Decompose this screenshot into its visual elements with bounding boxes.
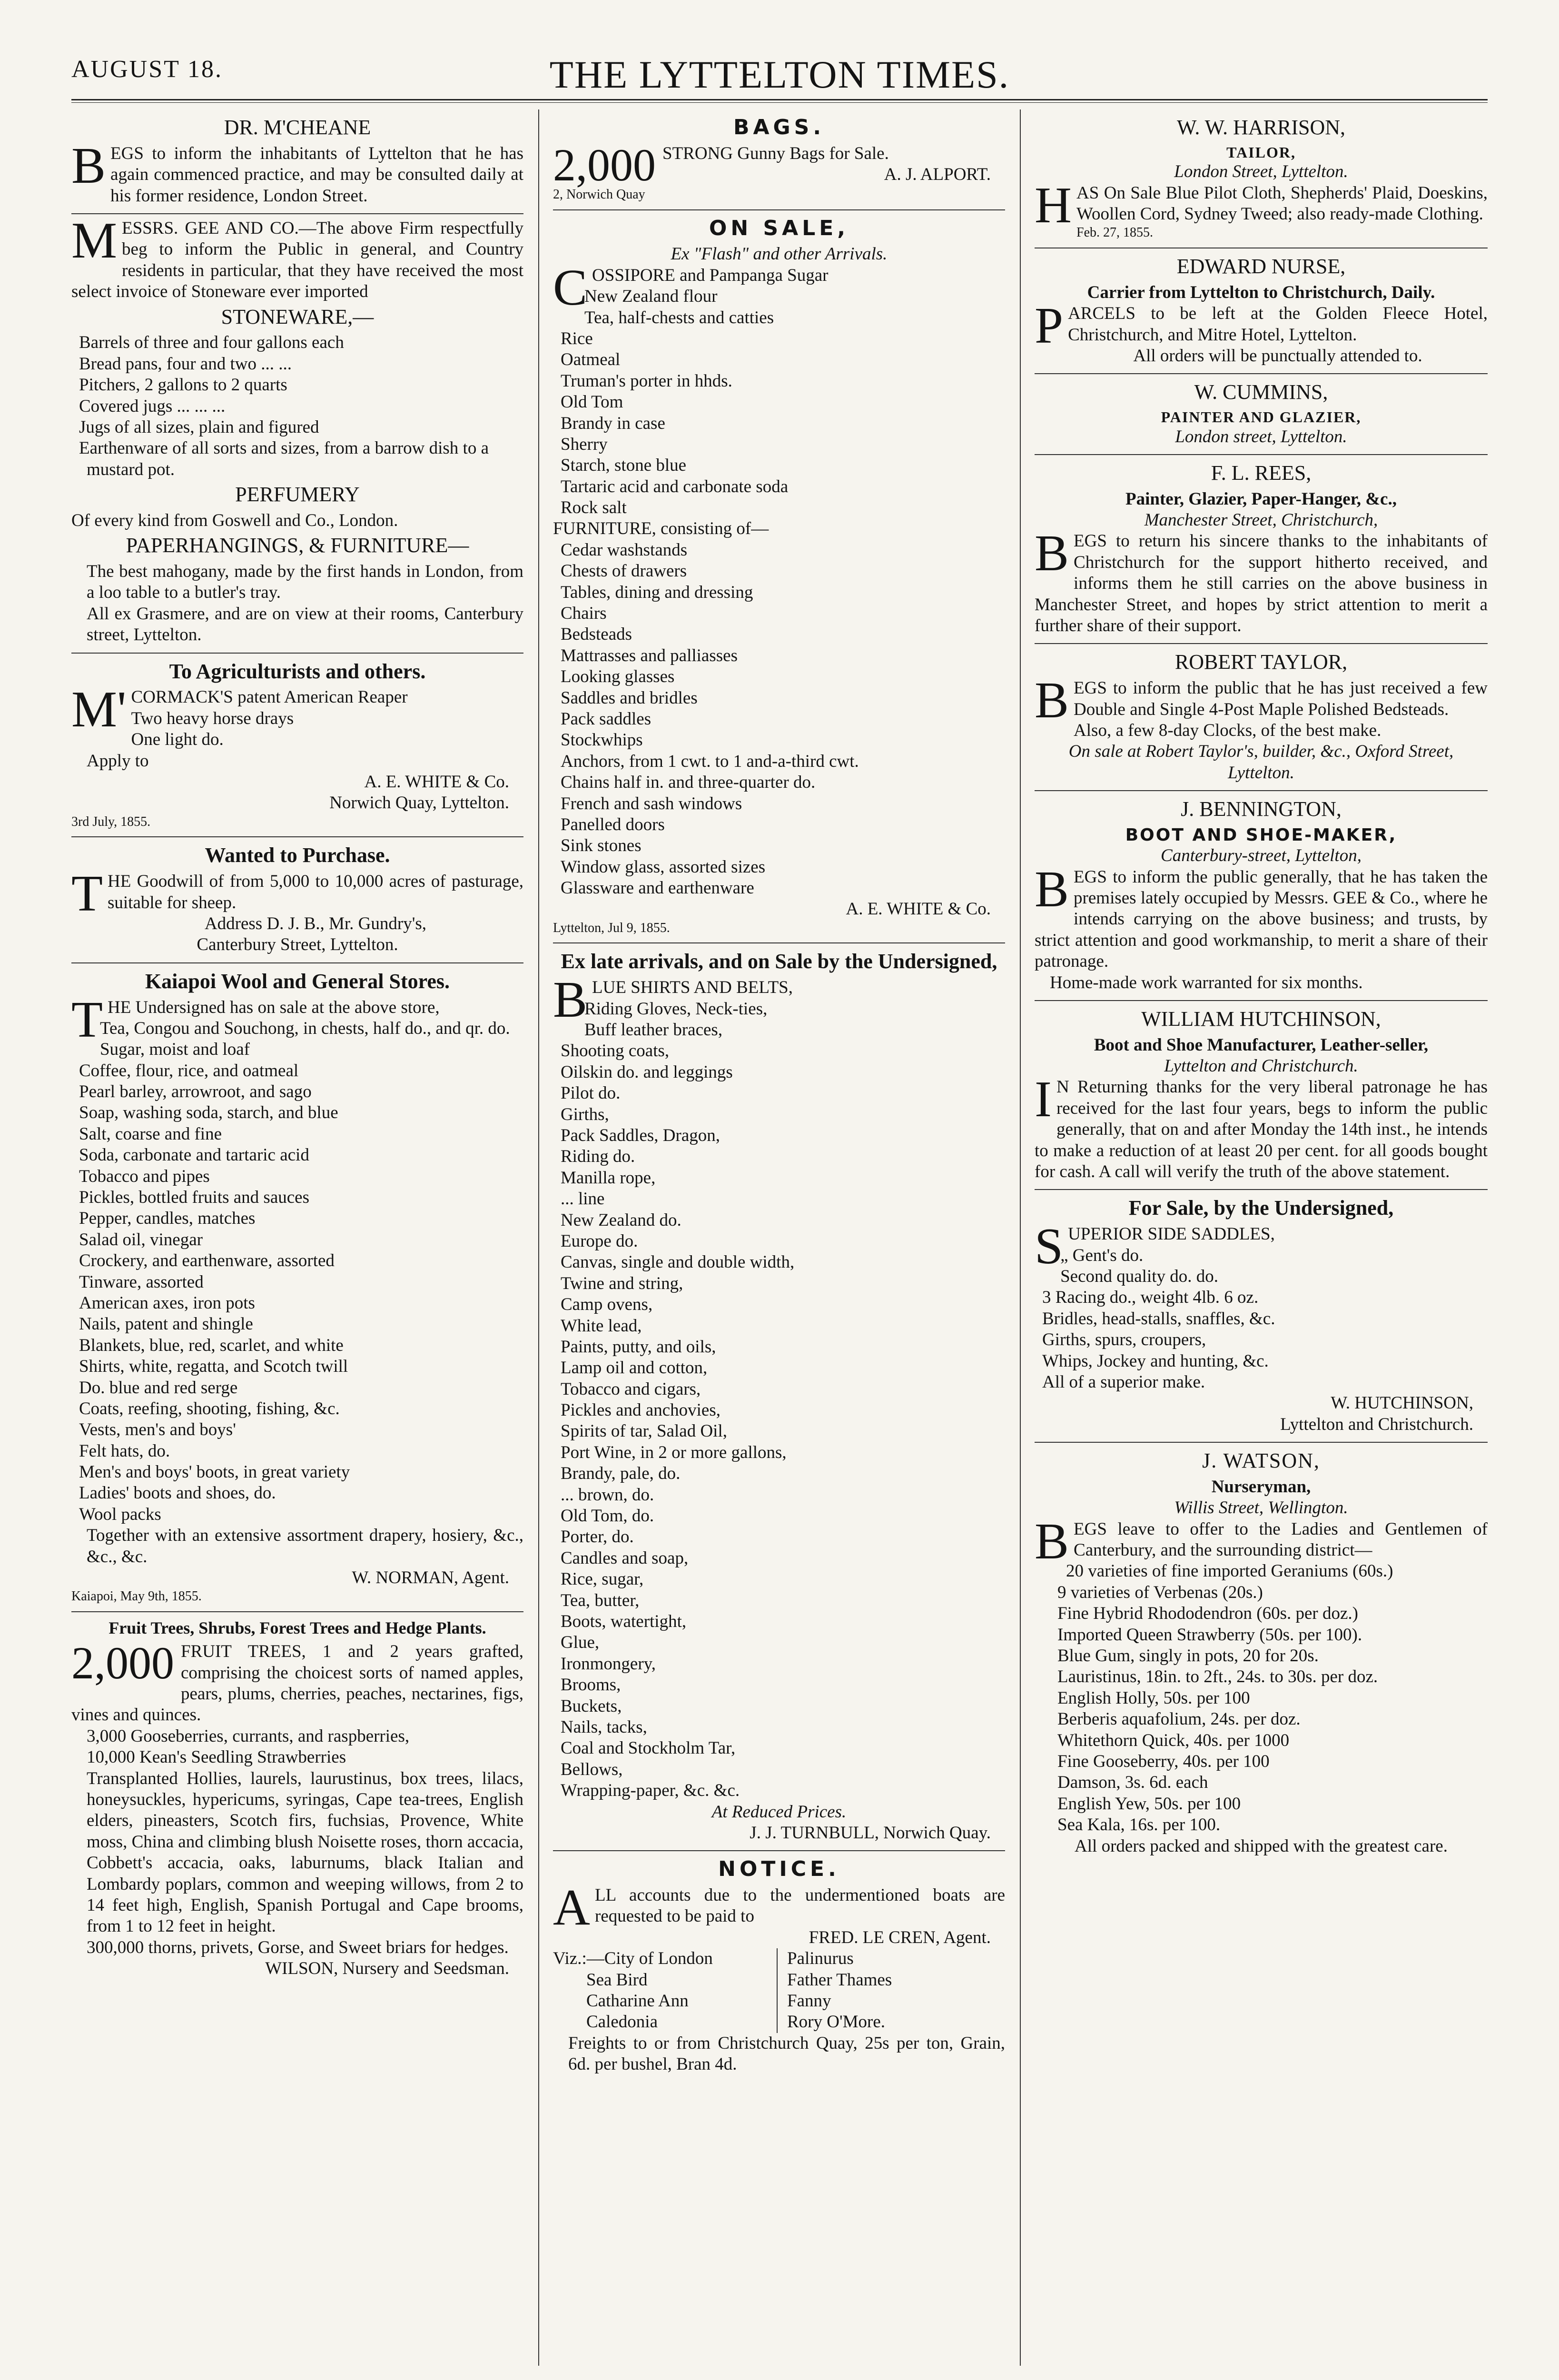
ad-hutchinson [1035, 1001, 1488, 1190]
list-item: Ironmongery, [561, 1654, 656, 1674]
ad-line: One light do. [131, 730, 224, 750]
ad-nurse [1035, 248, 1488, 374]
list-item: Bread pans, four and two ... ... [79, 354, 292, 374]
ad-notice [553, 1851, 1005, 2082]
list-item: Tinware, assorted [79, 1272, 204, 1292]
list-item: Jugs of all sizes, plain and figured [79, 417, 319, 437]
ad-note: At Reduced Prices. [711, 1802, 847, 1822]
list-item: Fine Hybrid Rhododendron (60s. per doz.) [1057, 1604, 1358, 1624]
ad-heading: W. W. HARRISON, [1176, 116, 1346, 139]
list-item: Whips, Jockey and hunting, &c. [1042, 1351, 1269, 1371]
list-item: Bedsteads [561, 625, 632, 645]
newspaper-title: THE LYTTELTON TIMES. [549, 53, 1010, 96]
perfumery-heading: PERFUMERY [235, 483, 360, 506]
list-item: Glue, [561, 1633, 600, 1653]
ad-address: Norwich Quay, Lyttelton. [329, 793, 509, 813]
list-item: Chairs [561, 604, 607, 624]
list-item: English Yew, 50s. per 100 [1057, 1794, 1241, 1814]
ad-text: On sale at Robert Taylor's, builder, &c., Oxford Street, Lyttelton. [1068, 742, 1454, 783]
ad-intro: BLUE SHIRTS AND BELTS, [553, 972, 793, 1029]
list-item: Riding do. [561, 1147, 635, 1167]
boats-right [777, 1948, 892, 2033]
issue-date: AUGUST 18. [71, 56, 223, 83]
ad-address: Canterbury Street, Lyttelton. [197, 935, 398, 955]
list-item: Shirts, white, regatta, and Scotch twill [79, 1357, 348, 1377]
list-item: Paints, putty, and oils, [561, 1337, 716, 1357]
ad-saddles [1035, 1190, 1488, 1443]
list-item: Manilla rope, [561, 1168, 656, 1188]
ad-signature: J. J. TURNBULL, Norwich Quay. [750, 1823, 991, 1843]
ad-text: 10,000 Kean's Seedling Strawberries [87, 1747, 346, 1767]
list-item: Tea, half-chests and catties [584, 307, 774, 327]
ad-heading: To Agriculturists and others. [169, 659, 426, 683]
list-item: Sherry [561, 434, 608, 454]
ad-late-arrivals [553, 943, 1005, 1851]
list-item: Tables, dining and dressing [561, 582, 753, 602]
ad-body: ALL accounts due to the undermentioned boats are requested to be paid to [553, 1879, 1005, 1936]
list-item: Pilot do. [561, 1083, 621, 1103]
list-item: Palinurus [787, 1949, 854, 1969]
list-item: Vests, men's and boys' [79, 1420, 236, 1440]
list-item: Girths, spurs, croupers, [1042, 1330, 1206, 1350]
list-item: Spirits of tar, Salad Oil, [561, 1421, 727, 1441]
ad-signature: FRED. LE CREN, Agent. [809, 1927, 991, 1947]
list-item: Felt hats, do. [79, 1441, 170, 1461]
ad-subheading: Ex "Flash" and other Arrivals. [671, 244, 888, 264]
ad-trade: Nurseryman, [1211, 1477, 1311, 1497]
ad-body: STRONG Gunny Bags for Sale. [662, 143, 889, 163]
list-item: Nails, tacks, [561, 1717, 647, 1737]
ad-text: Home-made work warranted for six months. [1050, 972, 1363, 992]
ad-heading: Kaiapoi Wool and General Stores. [145, 969, 450, 993]
list-item: Boots, watertight, [561, 1611, 687, 1631]
list-item: Salad oil, vinegar [79, 1230, 203, 1250]
list-item: Blankets, blue, red, scarlet, and white [79, 1335, 344, 1355]
ad-heading: EDWARD NURSE, [1176, 254, 1346, 278]
list-item: Europe do. [561, 1231, 638, 1251]
paperhangings-text: All ex Grasmere, and are on view at their rooms, Canterbury street, Lyttelton. [87, 604, 523, 645]
ad-big-number: 2,000 [553, 139, 656, 190]
ad-trade: Boot and Shoe Manufacturer, Leather-seller, [1094, 1035, 1429, 1055]
ad-bags [553, 109, 1005, 210]
column-rule [1020, 109, 1021, 2366]
ad-intro: SUPERIOR SIDE SADDLES, [1035, 1218, 1275, 1275]
list-item: Tea, butter, [561, 1590, 640, 1610]
goods-list [71, 1018, 523, 1525]
stoneware-heading: STONEWARE,— [221, 305, 374, 328]
goods-list [553, 286, 1005, 518]
ad-subheading: Carrier from Lyttelton to Christchurch, Daily. [1087, 282, 1435, 302]
column-3 [1035, 109, 1488, 2366]
list-item: Caledonia [586, 2012, 658, 2032]
goods-list [553, 999, 1005, 1802]
list-item: Candles and soap, [561, 1548, 689, 1568]
perfumery-text: Of every kind from Goswell and Co., London. [71, 510, 398, 530]
list-item: Covered jugs ... ... ... [79, 396, 226, 416]
paperhangings-text: The best mahogany, made by the first hands in London, from a loo table to a butler's tray. [87, 562, 523, 603]
plants-list [1035, 1561, 1488, 1835]
list-item: Pack Saddles, Dragon, [561, 1126, 720, 1145]
list-item: Pearl barley, arrowroot, and sago [79, 1082, 312, 1102]
list-item: Soap, washing soda, starch, and blue [79, 1103, 338, 1123]
list-item: Catharine Ann [586, 1991, 689, 2011]
list-item: Men's and boys' boots, in great variety [79, 1462, 350, 1482]
ad-body: PARCELS to be left at the Golden Fleece Hotel, Christchurch, and Mitre Hotel, Lyttelton. [1035, 298, 1488, 355]
list-item: Rory O'More. [787, 2012, 886, 2032]
newspaper-page [71, 52, 1488, 2375]
ad-line: Two heavy horse drays [131, 708, 294, 728]
list-item: English Holly, 50s. per 100 [1057, 1688, 1250, 1708]
ad-text: 300,000 thorns, privets, Gorse, and Sweet briars for hedges. [87, 1937, 509, 1957]
ad-kaiapoi [71, 963, 523, 1612]
list-item: Panelled doors [561, 814, 665, 834]
ad-body: BEGS to inform the inhabitants of Lyttelton that he has again commenced practice, and may be consulted daily at his former residence, London Street. [71, 137, 523, 206]
ad-text: Freights to or from Christchurch Quay, 25s per ton, Grain, 6d. per bushel, Bran 4d. [568, 2033, 1005, 2074]
ad-heading: Ex late arrivals, and on Sale by the Undersigned, [561, 950, 997, 973]
ad-on-sale [553, 210, 1005, 944]
list-item: Oilskin do. and leggings [561, 1062, 733, 1082]
list-item: Camp ovens, [561, 1295, 653, 1315]
list-item: Old Tom [561, 392, 623, 412]
list-item: Pickles, bottled fruits and sauces [79, 1188, 309, 1208]
ad-agriculturists [71, 654, 523, 838]
list-item: Old Tom, do. [561, 1506, 654, 1526]
ad-trade: TAILOR, [1226, 143, 1296, 161]
ad-heading: DR. M'CHEANE [224, 116, 371, 139]
ad-signature: A. E. WHITE & Co. [846, 899, 991, 919]
column-1 [71, 109, 523, 2366]
list-item: Stockwhips [561, 730, 643, 750]
list-item: Sink stones [561, 836, 641, 856]
list-item: Chests of drawers [561, 561, 687, 581]
ad-body: BEGS leave to offer to the Ladies and Gentlemen of Canterbury, and the surrounding district— [1035, 1513, 1488, 1570]
ad-signature: WILSON, Nursery and Seedsman. [265, 1959, 509, 1979]
list-item: New Zealand do. [561, 1210, 681, 1230]
ad-taylor [1035, 644, 1488, 791]
list-item: Tea, Congou and Souchong, in chests, half do., and qr. do. [99, 1018, 510, 1038]
ad-body: BEGS to return his sincere thanks to the inhabitants of Christchurch for the support hitherto received, and informs them he still carries on the above business in Manchester Street, and hopes by strict attention to merit a further share of their support. [1035, 525, 1488, 636]
list-item: Tobacco and pipes [79, 1166, 210, 1186]
ad-intro: THE Undersigned has on sale at the above store, [71, 991, 440, 1048]
ad-text: Together with an extensive assortment drapery, hosiery, &c., &c., &c. [87, 1526, 523, 1567]
list-item: Blue Gum, singly in pots, 20 for 20s. [1057, 1646, 1319, 1666]
ad-fruit-trees [71, 1612, 523, 1986]
ad-address: Lyttelton and Christchurch. [1280, 1414, 1473, 1434]
list-item: Pickles and anchovies, [561, 1400, 720, 1420]
ad-text: 3,000 Gooseberries, currants, and raspberries, [87, 1726, 410, 1746]
ad-intro: MESSRS. GEE AND CO.—The above Firm respectfully beg to inform the Public in general, and Country residents in particular, that they have received the most select invoice of Stoneware ever imported [71, 212, 523, 302]
ad-body: BEGS to inform the public that he has just received a few Double and Single 4-Post Maple Polished Bedsteads. [1035, 672, 1488, 729]
furniture-list [553, 540, 1005, 899]
list-item: Canvas, single and double width, [561, 1252, 795, 1272]
list-item: Mattrasses and palliasses [561, 645, 738, 665]
ad-heading: J. WATSON, [1202, 1449, 1320, 1473]
list-item: Truman's porter in hhds. [561, 371, 732, 391]
list-item: Saddles and bridles [561, 688, 698, 708]
list-item: Berberis aquafolium, 24s. per doz. [1057, 1709, 1301, 1729]
list-item: Pack saddles [561, 709, 651, 729]
list-item: Lamp oil and cotton, [561, 1358, 708, 1378]
list-item: Porter, do. [561, 1527, 634, 1547]
list-item: Wool packs [79, 1504, 161, 1524]
list-item: Sugar, moist and loaf [99, 1040, 250, 1060]
ad-big-number: 2,000 [71, 1637, 174, 1689]
ad-trade: PAINTER AND GLAZIER, [1161, 408, 1362, 426]
list-item: Barrels of three and four gallons each [79, 333, 344, 353]
ad-gee [71, 214, 523, 654]
list-item: Lauristinus, 18in. to 2ft., 24s. to 30s. per doz. [1057, 1667, 1378, 1687]
ad-address: London Street, Lyttelton. [1174, 162, 1348, 182]
list-item: Bellows, [561, 1759, 623, 1779]
list-item: Cedar washstands [561, 540, 688, 560]
ad-text: Also, a few 8-day Clocks, of the best make. [1074, 721, 1381, 740]
list-item: Whitethorn Quick, 40s. per 1000 [1057, 1730, 1290, 1750]
list-item: 20 varieties of fine imported Geraniums (60s.) [1066, 1561, 1393, 1581]
ad-signature: A. J. ALPORT. [884, 165, 991, 185]
list-item: Damson, 3s. 6d. each [1057, 1773, 1208, 1793]
ad-heading: W. CUMMINS, [1194, 380, 1328, 404]
list-item: ... brown, do. [561, 1485, 654, 1505]
ad-cummins [1035, 374, 1488, 455]
list-item: American axes, iron pots [79, 1293, 255, 1313]
ad-heading: F. L. REES, [1211, 461, 1312, 485]
ad-body: HAS On Sale Blue Pilot Cloth, Shepherds' Plaid, Doeskins, Woollen Cord, Sydney Tweed; also ready-made Clothing. [1035, 177, 1488, 234]
ad-address: Address D. J. B., Mr. Gundry's, [204, 913, 427, 933]
paperhangings-heading: PAPERHANGINGS, & FURNITURE— [126, 534, 469, 557]
list-item: Do. blue and red serge [79, 1378, 238, 1398]
list-item: Rock salt [561, 498, 627, 518]
columns [71, 109, 1488, 2366]
ad-rees [1035, 455, 1488, 645]
ad-bennington [1035, 791, 1488, 1001]
list-item: Anchors, from 1 cwt. to 1 and-a-third cwt. [561, 751, 859, 771]
ad-heading: NOTICE. [718, 1857, 840, 1882]
boats-left [553, 1948, 777, 2033]
ad-heading: Wanted to Purchase. [205, 843, 390, 867]
ad-heading: ON SALE, [709, 216, 849, 240]
ad-heading: For Sale, by the Undersigned, [1128, 1196, 1394, 1220]
list-item: Rice [561, 328, 593, 348]
ad-signature: W. NORMAN, Agent. [352, 1568, 509, 1588]
ad-text: All orders packed and shipped with the greatest care. [1075, 1836, 1448, 1856]
ad-address: Manchester Street, Christchurch, [1144, 510, 1378, 530]
ad-address: Lyttelton and Christchurch. [1164, 1056, 1358, 1076]
ad-trade: Painter, Glazier, Paper-Hanger, &c., [1125, 489, 1397, 509]
goods-list [1035, 1245, 1488, 1393]
masthead [71, 52, 1488, 100]
list-item: Brandy in case [561, 413, 665, 433]
ad-mcheane [71, 109, 523, 214]
list-item: Window glass, assorted sizes [561, 857, 766, 877]
ad-watson [1035, 1443, 1488, 1864]
list-item: Coats, reefing, shooting, fishing, &c. [79, 1398, 340, 1418]
list-item: 3 Racing do., weight 4lb. 6 oz. [1042, 1288, 1259, 1308]
list-item: Earthenware of all sorts and sizes, from a barrow dish to a mustard pot. [79, 438, 489, 479]
list-item: Looking glasses [561, 667, 675, 687]
list-item: Ladies' boots and shoes, do. [79, 1483, 276, 1503]
ad-line: Apply to [87, 751, 149, 771]
ad-date: 3rd July, 1855. [71, 814, 151, 829]
list-item: Girths, [561, 1104, 609, 1124]
list-item: Crockery, and earthenware, assorted [79, 1251, 335, 1271]
column-2 [553, 109, 1005, 2366]
list-item: Salt, coarse and fine [79, 1124, 222, 1144]
list-item: Coal and Stockholm Tar, [561, 1738, 736, 1758]
ad-intro: COSSIPORE and Pampanga Sugar [553, 259, 829, 316]
list-item: Chains half in. and three-quarter do. [561, 773, 816, 793]
list-item: White lead, [561, 1316, 642, 1336]
stoneware-list [71, 332, 523, 480]
list-item: Soda, carbonate and tartaric acid [79, 1145, 309, 1165]
list-item: Coffee, flour, rice, and oatmeal [79, 1061, 299, 1081]
ad-trade: BOOT AND SHOE-MAKER, [1125, 825, 1397, 845]
list-item: Brooms, [561, 1675, 621, 1695]
list-item: Glassware and earthenware [561, 878, 754, 898]
list-item: Rice, sugar, [561, 1569, 644, 1589]
list-item: Bridles, head-stalls, snaffles, &c. [1042, 1309, 1275, 1329]
ad-address: 2, Norwich Quay [553, 187, 645, 202]
list-item: Pitchers, 2 gallons to 2 quarts [79, 375, 287, 395]
ad-heading: J. BENNINGTON, [1181, 797, 1342, 821]
ad-body: M'CORMACK'S patent American Reaper [71, 681, 408, 738]
list-item: „ Gent's do. [1060, 1245, 1144, 1265]
list-item: Father Thames [787, 1970, 892, 1990]
ad-address: Canterbury-street, Lyttelton, [1161, 846, 1362, 866]
list-item: Sea Kala, 16s. per 100. [1057, 1815, 1221, 1835]
list-item: Nails, patent and shingle [79, 1314, 253, 1334]
ad-signature: W. HUTCHINSON, [1331, 1393, 1473, 1413]
ad-text: Transplanted Hollies, laurels, laurustinus, box trees, lilacs, honeysuckles, hypericums, syringas, Cape tea-trees, English elders, pineasters, Scotch firs, fuchsias, Provence, White moss, China and climbing blush Noisette roses, thorn accacia, Cobbett's accacia, oaks, laburnums, black Italian and Lombardy poplars, common and weeping willows, from 2 to 14 feet high, English, Spanish Portugal and Cape brooms, from 1 to 12 feet in height. [87, 1768, 523, 1936]
list-item: Fanny [787, 1991, 831, 2011]
boats-list [553, 1948, 1005, 2033]
list-item: French and sash windows [561, 793, 742, 813]
ad-date: Kaiapoi, May 9th, 1855. [71, 1589, 202, 1604]
list-item: ... line [561, 1189, 605, 1209]
list-item: Tobacco and cigars, [561, 1379, 701, 1399]
list-item: 9 varieties of Verbenas (20s.) [1057, 1582, 1263, 1602]
ad-address: Willis Street, Wellington. [1174, 1498, 1348, 1518]
ad-heading: BAGS. [733, 115, 825, 139]
ad-wanted [71, 837, 523, 963]
list-item: Brandy, pale, do. [561, 1464, 681, 1484]
list-item: All of a superior make. [1042, 1372, 1205, 1392]
ad-text: All orders will be punctually attended to. [1133, 346, 1422, 366]
list-item: Twine and string, [561, 1273, 683, 1293]
list-item: Oatmeal [561, 350, 621, 370]
ad-heading: Fruit Trees, Shrubs, Forest Trees and Hedge Plants. [109, 1618, 486, 1638]
list-item: Second quality do. do. [1060, 1267, 1219, 1286]
list-item: Fine Gooseberry, 40s. per 100 [1057, 1752, 1270, 1771]
ad-heading: WILLIAM HUTCHINSON, [1141, 1007, 1381, 1031]
ad-date: Feb. 27, 1855. [1076, 225, 1153, 240]
masthead-rule [71, 99, 1488, 103]
ad-address: London street, Lyttelton. [1175, 426, 1347, 446]
furniture-label: FURNITURE, consisting of— [553, 519, 769, 539]
list-item: Buckets, [561, 1696, 622, 1716]
list-item: Sea Bird [586, 1970, 648, 1990]
list-item: Tartaric acid and carbonate soda [561, 476, 789, 496]
ad-heading: ROBERT TAYLOR, [1174, 650, 1348, 674]
list-item: Viz.:—City of London [553, 1949, 713, 1969]
list-item: Port Wine, in 2 or more gallons, [561, 1442, 787, 1462]
list-item: Pepper, candles, matches [79, 1209, 256, 1229]
list-item: New Zealand flour [584, 287, 718, 307]
list-item: Imported Queen Strawberry (50s. per 100). [1057, 1625, 1362, 1645]
ad-body: THE Goodwill of from 5,000 to 10,000 acres of pasturage, suitable for sheep. [71, 865, 523, 922]
ad-body: IN Returning thanks for the very liberal patronage he has received for the last four years, begs to inform the public generally, that on and after Monday the 14th inst., he intends to make a reduction of at least 20 per cent. for all goods bought for cash. A call will verify the truth of the above statement. [1035, 1071, 1488, 1182]
ad-harrison [1035, 109, 1488, 248]
ad-signature: A. E. WHITE & Co. [364, 772, 509, 792]
list-item: Buff leather braces, [584, 1020, 723, 1040]
column-rule [538, 109, 539, 2366]
list-item: Shooting coats, [561, 1041, 670, 1061]
ad-date: Lyttelton, Jul 9, 1855. [553, 920, 670, 935]
ad-body: BEGS to inform the public generally, that he has taken the premises lately occupied by Messrs. GEE & Co., where he intends carrying on the above business; and trusts, by strict attention and good workmanship, to merit a share of their patronage. [1035, 861, 1488, 972]
ad-body: FRUIT TREES, 1 and 2 years grafted, comprising the choicest sorts of named apples, pears, plums, cherries, peaches, nectarines, figs, vines and quinces. [71, 1642, 523, 1725]
list-item: Starch, stone blue [561, 456, 687, 476]
list-item: Riding Gloves, Neck-ties, [584, 999, 768, 1019]
list-item: Wrapping-paper, &c. &c. [561, 1781, 740, 1801]
